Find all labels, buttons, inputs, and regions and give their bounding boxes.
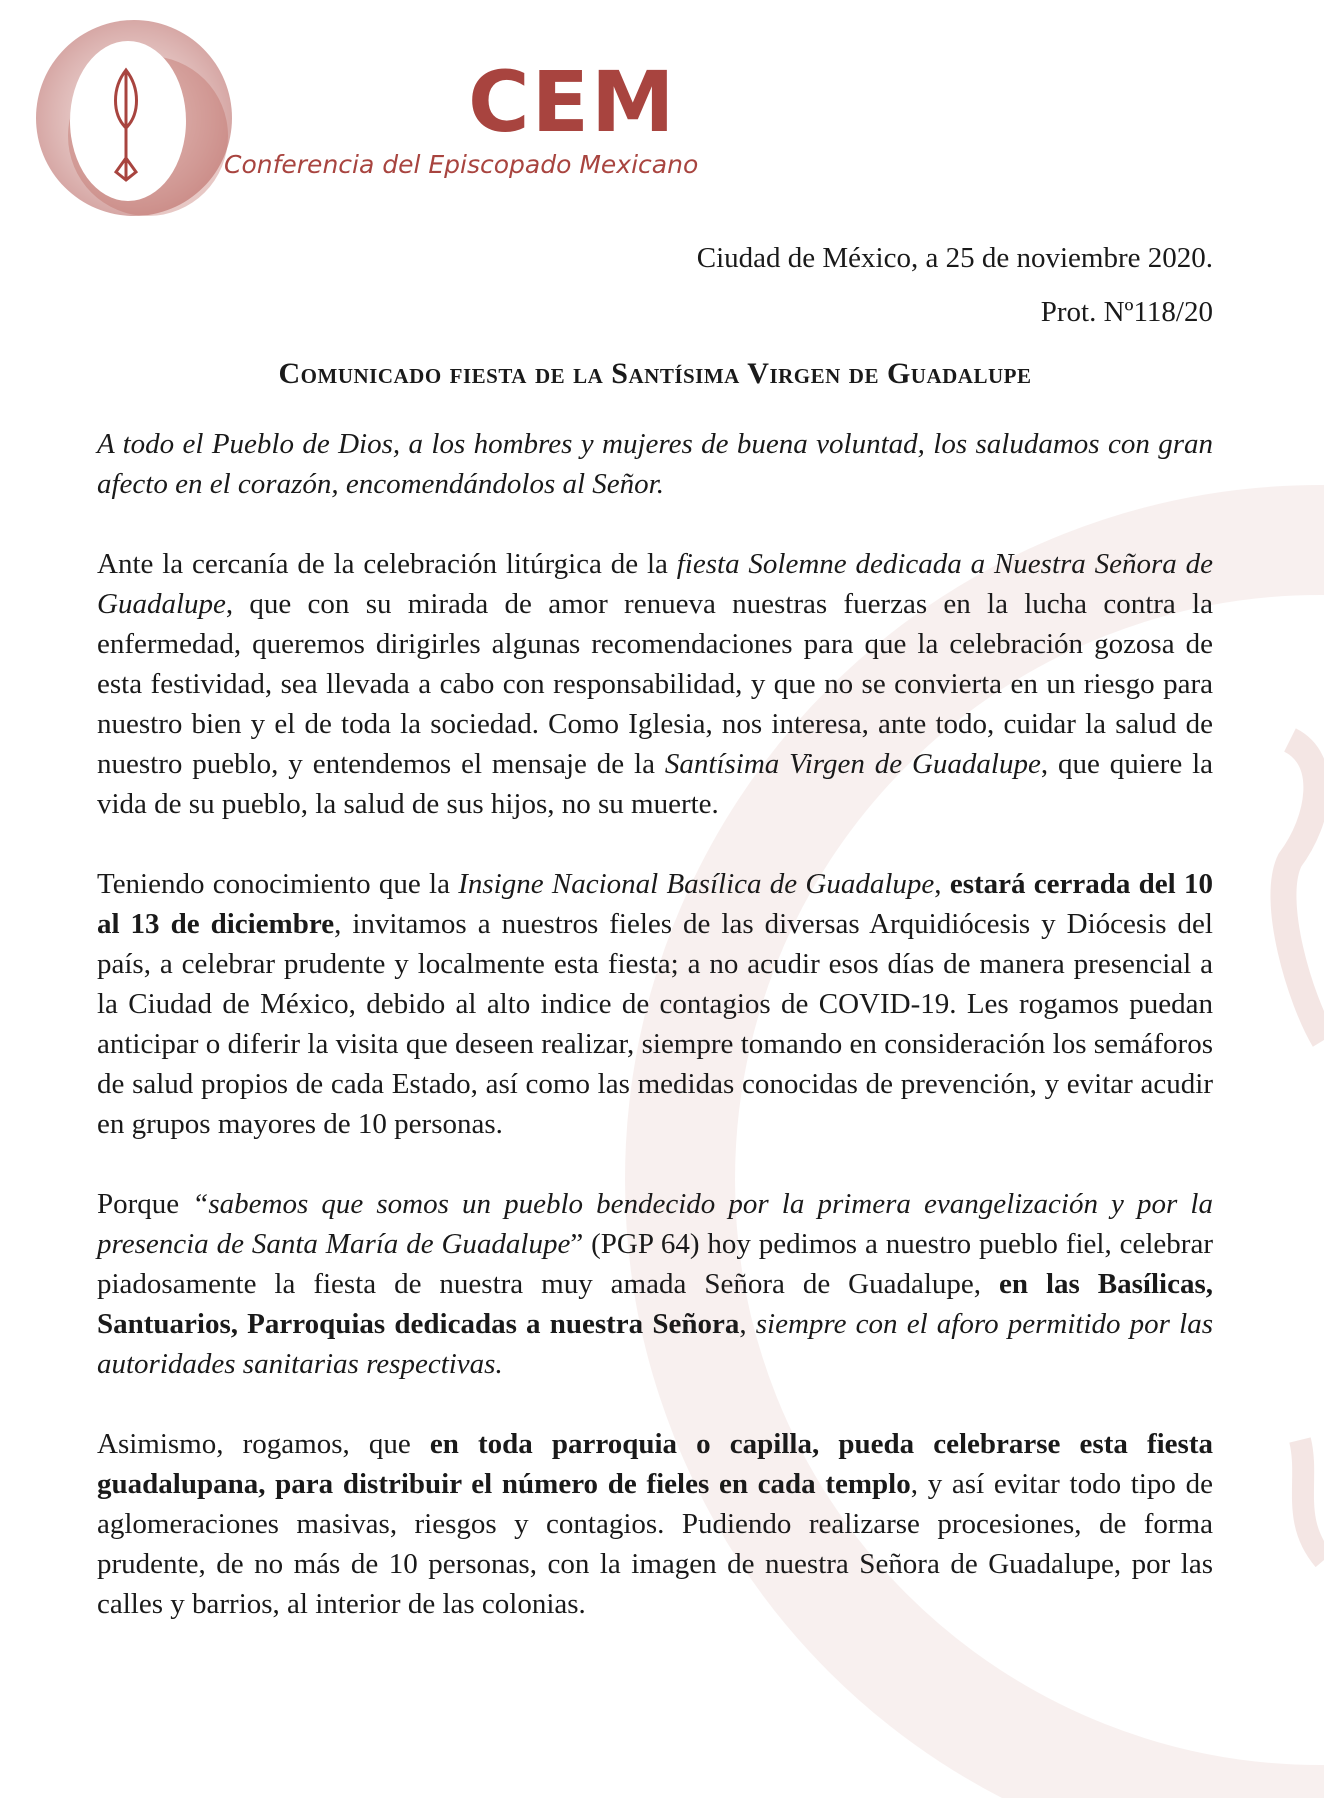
p1-text-a: Ante la cercanía de la celebración litúrgica de la xyxy=(97,548,677,580)
p3-text-d: en las Basílicas, Santuarios, Parroquias dedicadas a nuestra Señora xyxy=(97,1268,1213,1340)
document-body xyxy=(97,238,1213,1624)
p3-text-f: siempre con el aforo permitido por las autoridades sanitarias respectivas. xyxy=(97,1308,1213,1380)
cem-emblem-icon xyxy=(28,18,238,218)
p3-text-e: , xyxy=(739,1308,756,1340)
p2-text-e: , invitamos a nuestros fieles de las diversas Arquidiócesis y Diócesis del país, a celebrar prudente y localmente esta fiesta; a no acudir esos días de manera presencial a la Ciudad de México, debido al alto indice de contagios de COVID-19. Les rogamos puedan anticipar o diferir la visita que deseen realizar, siempre tomando en consideración los semáforos de salud propios de cada Estado, así como las medidas conocidas de prevención, y evitar acudir en grupos mayores de 10 personas. xyxy=(97,908,1213,1140)
paragraph-3 xyxy=(97,1184,1213,1384)
greeting-paragraph: A todo el Pueblo de Dios, a los hombres y mujeres de buena voluntad, los saludamos con gran afecto en el corazón, encomendándolos al Señor. xyxy=(97,428,1213,500)
p2-text-d: estará cerrada del 10 al 13 de diciembre xyxy=(97,868,1213,940)
p4-text-b: en toda parroquia o capilla, pueda celebrarse esta fiesta guadalupana, para distribuir el número de fieles en cada templo xyxy=(97,1428,1213,1500)
paragraph-4 xyxy=(97,1424,1213,1624)
document-title: Comunicado fiesta de la Santísima Virgen de Guadalupe xyxy=(278,357,1032,390)
p4-text-c: , y así evitar todo tipo de aglomeraciones masivas, riesgos y contagios. Pudiendo realizarse procesiones, de forma prudente, de no más de 10 personas, con la imagen de nuestra Señora de Guadalupe, por las calles y barrios, al interior de las colonias. xyxy=(97,1468,1213,1620)
p3-text-b: “sabemos que somos un pueblo bendecido por la primera evangelización y por la presencia de Santa María de Guadalupe xyxy=(97,1188,1213,1260)
p3-text-c: ” (PGP 64) hoy pedimos a nuestro pueblo fiel, celebrar piadosamente la fiesta de nuestra muy amada Señora de Guadalupe, xyxy=(97,1228,1213,1300)
p1-text-e: , que quiere la vida de su pueblo, la salud de sus hijos, no su muerte. xyxy=(97,748,1214,820)
header-logo xyxy=(28,18,708,218)
p2-text-b: Insigne Nacional Basílica de Guadalupe xyxy=(458,868,935,900)
p2-text-c: , xyxy=(934,868,950,900)
p1-text-d: Santísima Virgen de Guadalupe xyxy=(664,748,1041,780)
p2-text-a: Teniendo conocimiento que la xyxy=(97,868,459,900)
paragraph-2 xyxy=(97,864,1213,1144)
p3-text-a: Porque xyxy=(97,1188,193,1220)
protocol-number: Prot. Nº118/20 xyxy=(1040,296,1213,328)
paragraph-1 xyxy=(97,544,1213,824)
p4-text-a: Asimismo, rogamos, que xyxy=(97,1428,430,1460)
p1-text-c: , que con su mirada de amor renueva nuestras fuerzas en la lucha contra la enfermedad, queremos dirigirles algunas recomendaciones para que la celebración gozosa de esta festividad, sea llevada a cabo con responsabilidad, y que no se convierta en un riesgo para nuestro bien y el de toda la sociedad. Como Iglesia, nos interesa, ante todo, cuidar la salud de nuestro pueblo, y entendemos el mensaje de la xyxy=(97,588,1213,780)
p1-text-b: fiesta Solemne dedicada a Nuestra Señora de Guadalupe xyxy=(97,548,1213,620)
place-date: Ciudad de México, a 25 de noviembre 2020. xyxy=(696,242,1213,274)
logo-acronym: CEM xyxy=(468,53,677,151)
logo-org-name: Conferencia del Episcopado Mexicano xyxy=(224,150,699,179)
